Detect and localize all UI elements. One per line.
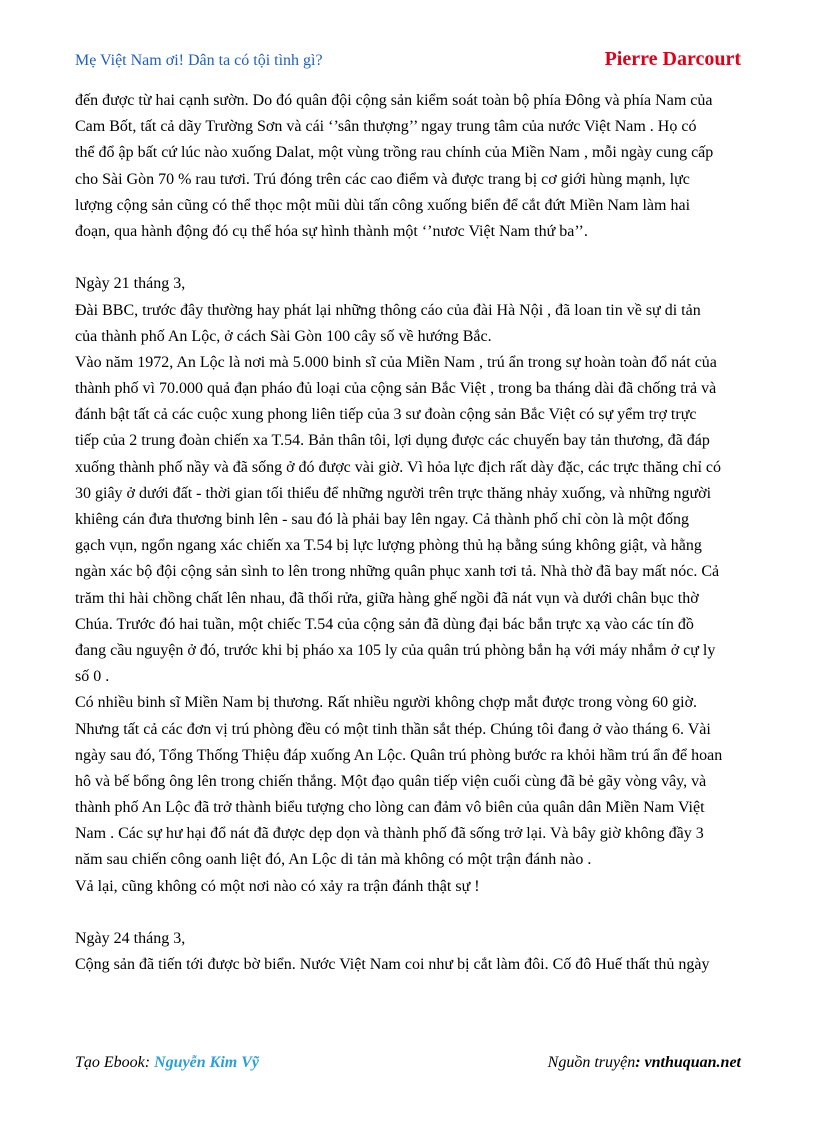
text-line: trăm thi hài chồng chất lên nhau, đã thối rửa, giữa hàng ghế ngồi đã nát vụn và dưới chân bục thờ (75, 589, 699, 607)
date-heading: Ngày 24 tháng 3, (75, 930, 186, 947)
text-line: thể đổ ập bất cứ lúc nào xuống Dalat, một vùng trồng rau chính của Miền Nam , mỗi ngày cung cấp (75, 144, 714, 162)
text-line: năm sau chiến công oanh liệt đó, An Lộc di tản mà không có một trận đánh nào . (75, 851, 592, 869)
text-line: đến được từ hai cạnh sườn. Do đó quân đội cộng sản kiểm soát toàn bộ phía Đông và phía Nam của (75, 92, 713, 109)
date-heading: Ngày 21 tháng 3, (75, 275, 186, 293)
text-line: hô và bế bổng ông lên trong chiến thắng. Một đạo quân tiếp viện cuối cùng đã bẻ gãy vòng vây, và (75, 772, 707, 790)
text-line: Cam Bốt, tất cả dãy Trường Sơn và cái ‘’sân thượng’’ ngay trung tâm của nước Việt Nam . Họ có (75, 118, 697, 136)
text-line: thành phố An Lộc đã trở thành biểu tượng cho lòng can đảm vô biên của quân dân Miền Nam Việt (75, 799, 705, 817)
text-line: đang cầu nguyện ở đó, trước khi bị pháo xa 105 ly của quân trú phòng bắn hạ với máy nhắm ở cự ly (75, 641, 716, 659)
ebook-credit-label: Tạo Ebook (75, 1054, 145, 1071)
text-line: Cộng sản đã tiến tới được bờ biển. Nước Việt Nam coi như bị cắt làm đôi. Cố đô Huế thất thủ ngày (75, 956, 710, 974)
text-line: đoạn, qua hành động đó cụ thể hóa sự hình thành một ‘’nươc Việt Nam thứ ba’’. (75, 222, 588, 240)
text-line: cho Sài Gòn 70 % rau tươi. Trú đóng trên các cao điểm và được trang bị cơ giới hùng mạnh, lực (75, 170, 690, 188)
text-line: Nam . Các sự hư hại đổ nát đã được dẹp dọn và thành phố đã sống trở lại. Và bây giờ không đầy 3 (75, 825, 704, 843)
text-line: Có nhiều binh sĩ Miền Nam bị thương. Rất nhiều người không chợp mắt được trong vòng 60 giờ. (75, 694, 698, 712)
text-line: của thành phố An Lộc, ở cách Sài Gòn 100 cây số về hướng Bắc. (75, 327, 492, 345)
book-title: Mẹ Việt Nam ơi! Dân ta có tội tình gì? (75, 52, 323, 69)
text-line: Đài BBC, trước đây thường hay phát lại những thông cáo của đài Hà Nội , đã loan tin về sự di tản (75, 301, 701, 319)
text-line: thành phố vì 70.000 quả đạn pháo đủ loại của cộng sản Bắc Việt , trong ba tháng dài đã chống trả và (75, 380, 717, 398)
text-line: Vả lại, cũng không có một nơi nào có xảy ra trận đánh thật sự ! (75, 877, 480, 895)
author-name: Pierre Darcourt (604, 48, 741, 70)
text-line: khiêng cán đưa thương binh lên - sau đó là phải bay lên ngay. Cả thành phố chỉ còn là một đống (75, 511, 689, 528)
text-line: số 0 . (75, 668, 110, 686)
source-credit-separator: : (635, 1054, 645, 1071)
text-line: ngàn xác bộ đội cộng sản sình to lên trong những quân phục xanh tơi tả. Nhà thờ đã bay mất nóc. Cả (75, 563, 720, 581)
source-credit-label: Nguồn truyện (547, 1054, 636, 1071)
text-line: tiếp của 2 trung đoàn chiến xa T.54. Bản thân tôi, lợi dụng được các chuyến bay tản thương, đã đáp (75, 432, 710, 450)
paragraph-spacer (75, 245, 747, 271)
text-line: Chúa. Trước đó hai tuần, một chiếc T.54 của cộng sản đã dùng đại bác bắn trực xạ vào các tín đồ (75, 615, 694, 633)
paragraph-spacer (75, 900, 747, 926)
text-line: đánh bật tất cả các cuộc xung phong liên tiếp của 3 sư đoàn cộng sản Bắc Việt có sự yểm trợ trực (75, 406, 697, 424)
ebook-credit (75, 1054, 259, 1072)
text-line: gạch vụn, ngổn ngang xác chiến xa T.54 bị lực lượng phòng thủ hạ bằng súng không giật, và hằng (75, 537, 702, 555)
ebook-creator-name: Nguyễn Kim Vỹ (154, 1054, 259, 1071)
page-footer (75, 1054, 741, 1078)
text-line: ngày sau đó, Tổng Thống Thiệu đáp xuống An Lộc. Quân trú phòng bước ra khỏi hầm trú ẩn để hoan (75, 746, 723, 764)
body-text (75, 88, 747, 978)
page-header (75, 48, 741, 78)
text-line: lượng cộng sản cũng có thể thọc một mũi dùi tấn công xuống biển để cắt đứt Miền Nam làm hai (75, 196, 691, 214)
source-credit (548, 1054, 741, 1072)
text-line: xuống thành phố nầy và đã sống ở đó được vài giờ. Vì hỏa lực địch rất dày đặc, các trực thăng chỉ có (75, 458, 722, 476)
text-line: Nhưng tất cả các đơn vị trú phòng đều có một tinh thần sắt thép. Chúng tôi đang ở vào tháng 6. Vài (75, 720, 711, 738)
text-line: Vào năm 1972, An Lộc là nơi mà 5.000 binh sĩ của Miền Nam , trú ẩn trong sự hoàn toàn đổ nát của (75, 353, 717, 371)
ebook-credit-separator: : (144, 1054, 155, 1071)
text-line: 30 giây ở dưới đất - thời gian tối thiểu để những người trên trực thăng nhảy xuống, và những người (75, 484, 712, 502)
source-site-name: vnthuquan.net (644, 1054, 741, 1071)
